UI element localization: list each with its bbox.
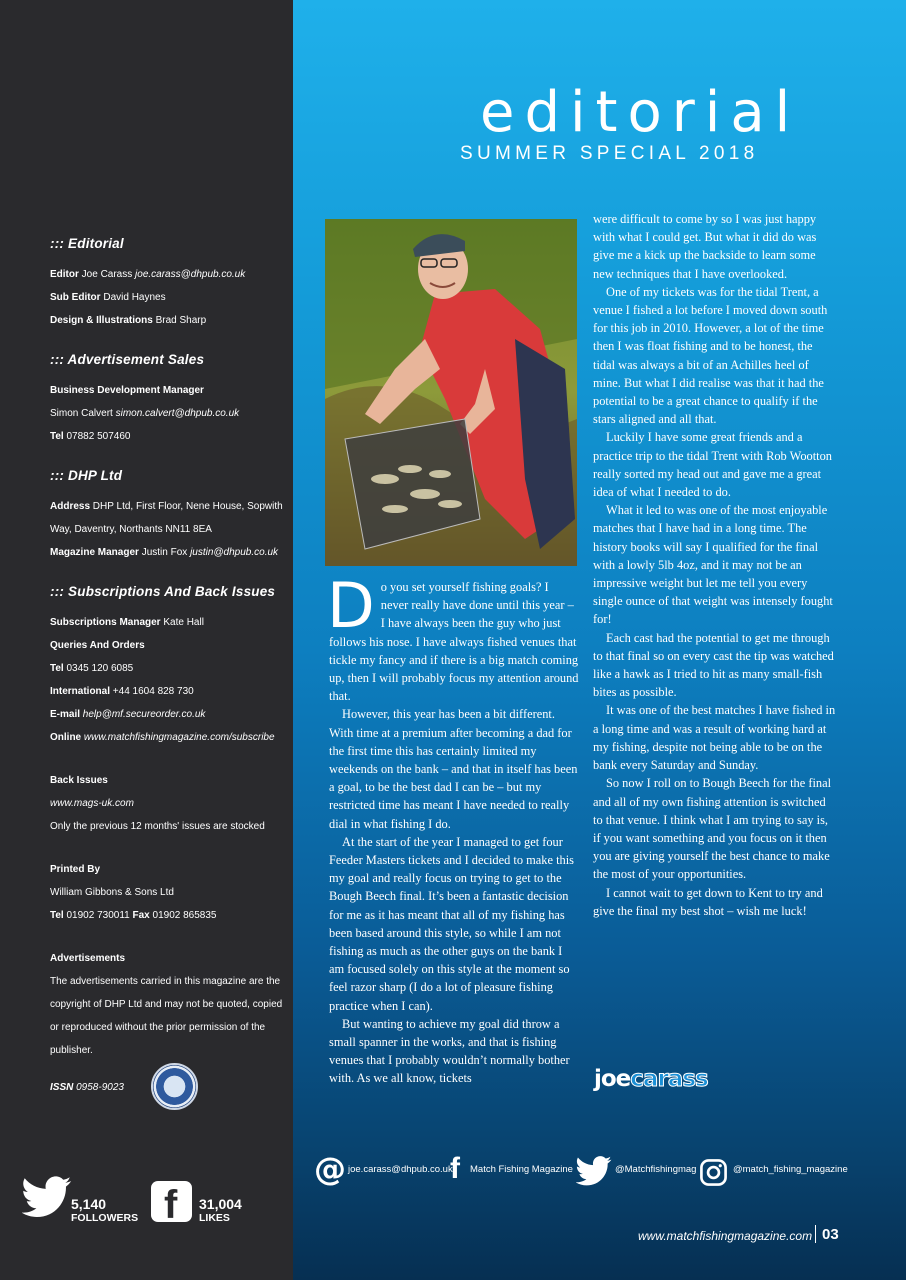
masthead-credits [50, 236, 286, 1082]
back-issues-url-line [50, 792, 286, 815]
advertisements-text: The advertisements carried in this magazine are the copyright of DHP Ltd and may not be quoted, copied or reproduced without the prior permission of the publisher. [50, 976, 283, 1056]
issn-line [50, 1082, 124, 1093]
article-column-1 [327, 569, 579, 1088]
editorial-heading: ::: Editorial [50, 236, 124, 251]
instagram-icon [699, 1158, 728, 1187]
article-paragraph-text: o you set yourself fishing goals? I never really have done until this year – I have always been the guy who just follows his nose. I have always fished venues that tickle my fancy and if there is a big match coming up, then I will probably focus my attention around that. [329, 580, 579, 704]
sub-editor-label: Sub Editor [50, 292, 101, 303]
back-issues-heading: Back Issues [50, 775, 108, 786]
printer-name: William Gibbons & Sons Ltd [50, 887, 174, 898]
editor-name: Joe Carass [81, 269, 133, 280]
ad-sales-heading: ::: Advertisement Sales [50, 352, 205, 367]
article-paragraph: It was one of the best matches I have fished in a long time and was a result of working hard at my fishing, despite not being able to be on the bank every Saturday and Sunday. [593, 703, 836, 773]
drop-cap: D [327, 569, 375, 642]
facebook-icon[interactable]: f [151, 1181, 192, 1222]
editor-label: Editor [50, 269, 79, 280]
address-text-1: DHP Ltd, First Floor, Nene House, Sopwith [92, 501, 283, 512]
dhp-heading: ::: DHP Ltd [50, 468, 123, 483]
subs-manager-line [50, 611, 286, 634]
address-line-2: Way, Daventry, Northants NN11 8EA [50, 524, 212, 535]
magazine-manager-email: justin@dhpub.co.uk [190, 547, 279, 558]
address-label: Address [50, 501, 91, 512]
article-paragraph: What it led to was one of the most enjoyable matches that I have had in a long time. The history books will say I qualified for the final with a lowly 5lb 4oz, and it may not be an impressive weight but let me tell you every single ounce of that weight was intensely fought for! [593, 503, 833, 627]
page-title: editorial [480, 80, 801, 145]
angler-photo [325, 219, 577, 566]
magazine-manager-name: Justin Fox [141, 547, 188, 558]
ad-sales-contact [50, 402, 286, 425]
intl-number: +44 1604 828 730 [112, 686, 194, 697]
issn-label: ISSN [50, 1082, 74, 1093]
facebook-page-name[interactable]: Match Fishing Magazine [470, 1164, 573, 1175]
address-line-1 [50, 495, 286, 518]
footer-divider [815, 1225, 816, 1243]
advertisements-heading-line [50, 947, 286, 970]
back-issues-heading-line [50, 769, 286, 792]
article-paragraph: So now I roll on to Bough Beech for the final and all of my own fishing attention is switched to that venue. I think what I am trying to say is, if you want something and you focus on it then you are giving yourself the best chance to make the most of your opportunities. [593, 776, 832, 882]
advertisements-section [50, 947, 286, 1062]
tel-label: Tel [50, 431, 64, 442]
subs-tel: 0345 120 6085 [66, 663, 134, 674]
back-issues-section [50, 769, 286, 838]
subscriptions-heading: ::: Subscriptions And Back Issues [50, 584, 276, 599]
issn-number: 0958-9023 [76, 1082, 124, 1093]
twitter-bird-icon[interactable] [22, 1176, 72, 1218]
ad-sales-tel-number: 07882 507460 [66, 431, 131, 442]
dhp-section [50, 468, 286, 564]
footer-website[interactable]: www.matchfishingmagazine.com [638, 1229, 813, 1243]
printer-tel-label: Tel [50, 910, 64, 921]
subs-tel-line [50, 657, 286, 680]
queries-line [50, 634, 286, 657]
signature-last: carass [630, 1066, 708, 1092]
twitter-followers-count: 5,140 [71, 1196, 107, 1212]
article-paragraph [327, 569, 579, 705]
subs-email: help@mf.secureorder.co.uk [82, 709, 206, 720]
subs-tel-label: Tel [50, 663, 64, 674]
ad-sales-section [50, 352, 286, 448]
ad-sales-role: Business Development Manager [50, 385, 204, 396]
design-label: Design & Illustrations [50, 315, 153, 326]
intl-line [50, 680, 286, 703]
printed-heading: Printed By [50, 864, 101, 875]
printer-contact [50, 904, 286, 927]
printer-fax: 01902 865835 [152, 910, 217, 921]
facebook-f-icon: f [450, 1152, 460, 1185]
subs-email-label: E-mail [50, 709, 81, 720]
facebook-likes-count: 31,004 [199, 1196, 242, 1212]
page-number: 03 [822, 1226, 839, 1243]
ad-sales-tel [50, 425, 286, 448]
twitter-icon [576, 1156, 612, 1186]
magazine-manager-label: Magazine Manager [50, 547, 139, 558]
article-paragraph: But wanting to achieve my goal did throw a small spanner in the works, and that is fishing venues that I probably wouldn’t normally bother with. As we all know, tickets [329, 1016, 570, 1086]
article-paragraph: Luckily I have some great friends and a practice trip to the tidal Trent with Rob Wootton really sorted my head out and gave me a great idea of what I needed to do. [593, 430, 832, 500]
back-issues-url: www.mags-uk.com [50, 798, 134, 809]
article-paragraph: However, this year has been a bit different. With time at a premium after becoming a dad for the first time this has certainly limited my weekends on the bank – and that in itself has been a goal, to be the best dad I can be – but my restricted time has meant I have needed to really dial in what fishing I do. [329, 707, 578, 831]
instagram-handle[interactable]: @match_fishing_magazine [733, 1164, 848, 1175]
editor-email: joe.carass@dhpub.co.uk [135, 269, 246, 280]
back-issues-note: Only the previous 12 months' issues are stocked [50, 821, 265, 832]
design-line [50, 309, 286, 332]
online-label: Online [50, 732, 82, 743]
subs-manager-name: Kate Hall [163, 617, 204, 628]
printer-tel: 01902 730011 [66, 910, 130, 921]
printed-heading-line [50, 858, 286, 881]
article-column-2 [593, 210, 836, 920]
article-paragraph: At the start of the year I managed to get four Feeder Masters tickets and I decided to make this my goal and really focus on trying to get to the Bough Beech final. It’s been a fantastic decision for me as it has meant that all of my fishing has been based around this style, so while I am not fishing as much as the other guys on the bank I am focused solely on this style at the moment so feel razor sharp (I do a lot of pleasure fishing practice when I can). [329, 834, 574, 1013]
signature-first: joe [594, 1066, 631, 1092]
article-paragraph: Each cast had the potential to get me through to that final so on every cast the tip was watched like a hawk as I tried to hit as many small-fish bites as possible. [593, 630, 834, 700]
ad-sales-role-line [50, 379, 286, 402]
facebook-likes-label: LIKES [199, 1212, 230, 1224]
page-subtitle: SUMMER SPECIAL 2018 [460, 143, 759, 164]
printed-section [50, 858, 286, 927]
intl-label: International [50, 686, 111, 697]
subs-manager-label: Subscriptions Manager [50, 617, 161, 628]
masthead-sidebar [0, 0, 293, 1280]
editorial-section [50, 236, 286, 332]
ad-sales-name: Simon Calvert [50, 408, 113, 419]
sub-editor-name: David Haynes [103, 292, 166, 303]
online-url: www.matchfishingmagazine.com/subscribe [83, 732, 275, 743]
article-paragraph: were difficult to come by so I was just happy with what I could get. But what it did do was give me a kick up the backside to learn some new techniques that I have overlooked. [593, 212, 817, 281]
twitter-followers-label: FOLLOWERS [71, 1212, 139, 1224]
magazine-manager-line [50, 541, 286, 564]
subs-email-line [50, 703, 286, 726]
queries-label: Queries And Orders [50, 640, 145, 651]
association-seal-logo [151, 1063, 198, 1110]
sub-editor-line [50, 286, 286, 309]
subscriptions-section [50, 584, 286, 749]
email-address[interactable]: joe.carass@dhpub.co.uk [348, 1164, 453, 1175]
ad-sales-email: simon.calvert@dhpub.co.uk [115, 408, 240, 419]
author-signature [594, 1066, 708, 1092]
design-name: Brad Sharp [155, 315, 207, 326]
online-line [50, 726, 286, 749]
advertisements-heading: Advertisements [50, 953, 126, 964]
editor-line [50, 263, 286, 286]
twitter-handle[interactable]: @Matchfishingmag [615, 1164, 697, 1175]
printer-fax-label: Fax [132, 910, 150, 921]
article-paragraph: I cannot wait to get down to Kent to try and give the final my best shot – wish me luck! [593, 885, 823, 918]
article-paragraph: One of my tickets was for the tidal Trent, a venue I fished a lot before I moved down south for this job in 2010. However, a lot of the time then I was float fishing and to be honest, the tidal was always a bit of an Achilles heel of mine. But what I did realise was that it had the potential to be a great chance to qualify if the stars aligned and all that. [593, 284, 828, 427]
at-icon: @ [314, 1150, 346, 1188]
